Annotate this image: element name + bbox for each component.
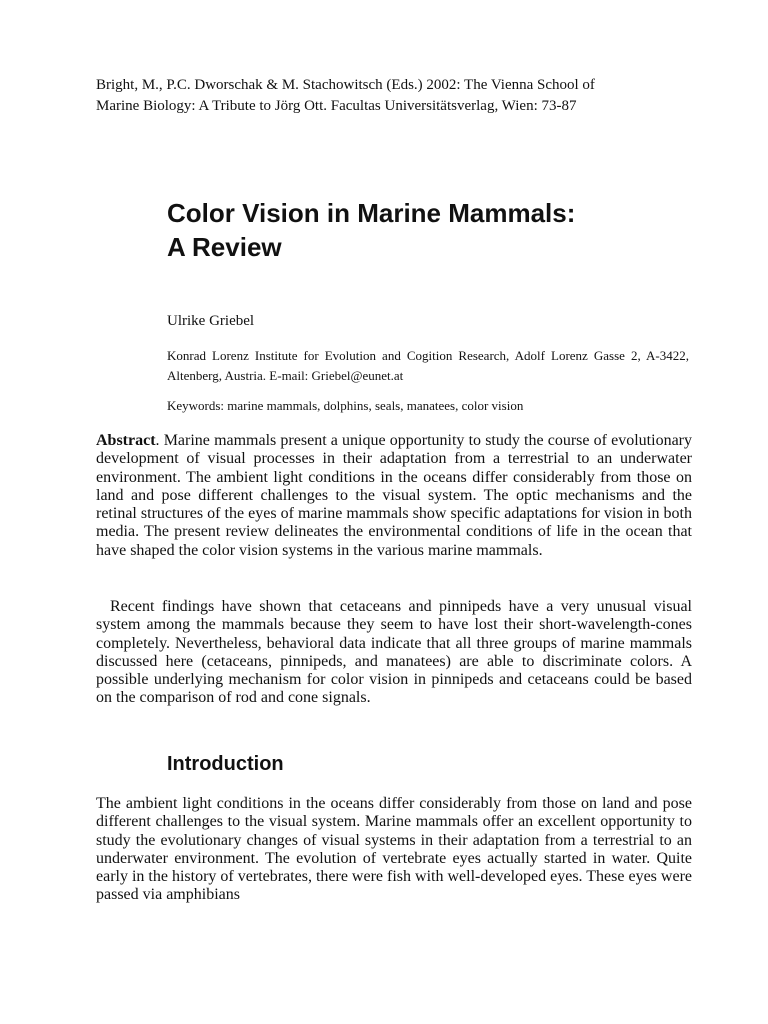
title-line-2: A Review bbox=[167, 232, 282, 262]
section-heading-introduction: Introduction bbox=[167, 753, 284, 775]
citation-line-1: Bright, M., P.C. Dworschak & M. Stachowitsch (Eds.) 2002: The Vienna School of bbox=[96, 77, 595, 93]
keywords: Keywords: marine mammals, dolphins, seals, manatees, color vision bbox=[167, 398, 524, 413]
citation-line-2: Marine Biology: A Tribute to Jörg Ott. Facultas Universitätsverlag, Wien: 73-87 bbox=[96, 98, 577, 114]
abstract-paragraph-2: Recent findings have shown that cetaceans and pinnipeds have a very unusual visual system among the mammals because they seem to have lost their short-wavelength-cones completely. Nevertheless, behavioral data indicate that all three groups of marine mammals discussed here (cetaceans, pinnipeds, and manatees) are able to discriminate colors. A possible underlying mechanism for color vision in pinnipeds and cetaceans could be based on the comparison of rod and cone signals. bbox=[96, 598, 692, 707]
author-name: Ulrike Griebel bbox=[167, 313, 255, 329]
abstract-label: Abstract bbox=[96, 432, 156, 449]
citation-header bbox=[96, 75, 686, 117]
author-affiliation: Konrad Lorenz Institute for Evolution and Cogition Research, Adolf Lorenz Gasse 2, A-3422, Altenberg, Austria. E-mail: Griebel@eunet.at bbox=[167, 348, 689, 383]
abstract-paragraph bbox=[96, 432, 692, 560]
paper-title bbox=[167, 196, 687, 264]
abstract-text: . Marine mammals present a unique opportunity to study the course of evolutionary development of visual processes in their adaptation from a terrestrial to an underwater environment. The ambient light conditions in the oceans differ considerably from those on land and pose different challenges to the visual system. The optic mechanisms and the retinal structures of the eyes of marine mammals show specific adaptations for vision in both media. The present review delineates the environmental conditions of life in the ocean that have shaped the color vision systems in the various marine mammals. bbox=[96, 432, 692, 559]
title-line-1: Color Vision in Marine Mammals: bbox=[167, 198, 576, 228]
introduction-paragraph: The ambient light conditions in the oceans differ considerably from those on land and pose different challenges to the visual system. Marine mammals offer an excellent opportunity to study the evolutionary changes of visual systems in their adaptation from a terrestrial to an underwater environment. The evolution of vertebrate eyes actually started in water. Quite early in the history of vertebrates, there were fish with well-developed eyes. These eyes were passed via amphibians bbox=[96, 795, 692, 904]
